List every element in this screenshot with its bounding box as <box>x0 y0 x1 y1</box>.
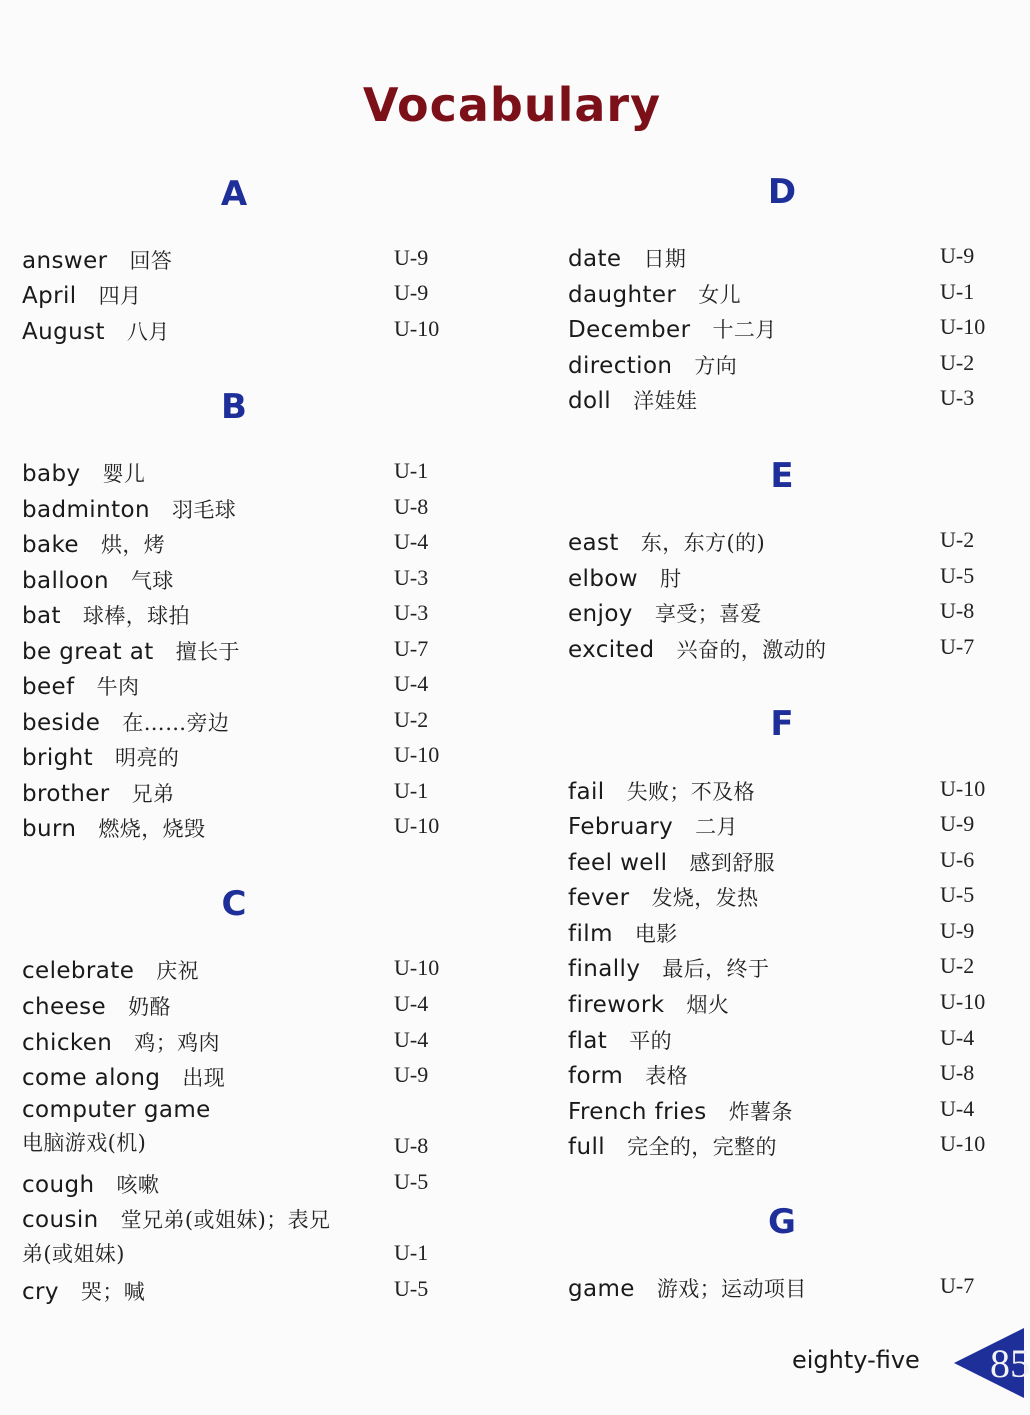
entry-unit: U-3 <box>940 385 975 410</box>
entry-word: film <box>568 921 613 947</box>
vocab-entry <box>22 813 462 845</box>
entry-unit: U-9 <box>940 918 975 943</box>
vocab-entry <box>22 1062 462 1094</box>
entry-meaning: 烟火 <box>686 993 730 1017</box>
entry-unit: U-10 <box>940 989 986 1014</box>
entry-unit: U-8 <box>394 1133 429 1158</box>
entry-meaning: 电影 <box>634 922 678 946</box>
entry-meaning: 烘，烤 <box>100 533 166 557</box>
entry-meaning: 肘 <box>660 567 682 591</box>
entry-unit: U-4 <box>940 1025 975 1050</box>
entry-word: east <box>568 530 619 556</box>
entry-meaning: 游戏；运动项目 <box>656 1277 807 1301</box>
entry-unit: U-7 <box>394 636 429 661</box>
entry-meaning: 奶酪 <box>128 995 171 1019</box>
vocab-entry <box>22 671 462 703</box>
vocab-entry <box>568 918 1008 950</box>
entry-word: fever <box>568 885 630 911</box>
vocab-entry <box>22 636 462 668</box>
entry-meaning: 咳嗽 <box>116 1173 160 1197</box>
entry-unit: U-5 <box>394 1276 429 1301</box>
entry-unit: U-2 <box>940 527 975 552</box>
entry-word: cousin <box>22 1207 99 1233</box>
vocab-entry <box>568 634 1008 666</box>
vocab-entry <box>22 494 462 526</box>
section-letter-f: F <box>770 704 794 744</box>
entry-word: full <box>568 1134 606 1160</box>
entry-meaning: 庆祝 <box>156 959 200 983</box>
entry-unit: U-2 <box>940 953 975 978</box>
vocab-entry <box>22 778 462 810</box>
vocab-entry <box>568 527 1008 559</box>
entry-unit: U-1 <box>394 1240 429 1265</box>
vocab-entry <box>22 245 462 277</box>
entry-unit: U-4 <box>394 991 429 1016</box>
page-number: 85 <box>990 1341 1030 1386</box>
entry-word: bright <box>22 745 94 771</box>
vocab-entry <box>568 1273 1008 1305</box>
vocab-entry <box>22 280 462 312</box>
vocab-entry <box>22 1204 462 1274</box>
entry-word: cry <box>22 1279 59 1305</box>
entry-meaning: 在……旁边 <box>122 711 230 735</box>
entry-word: enjoy <box>568 601 633 627</box>
entry-unit: U-10 <box>940 314 986 339</box>
entry-unit: U-10 <box>394 955 440 980</box>
entry-meaning: 失败；不及格 <box>626 780 755 804</box>
entry-word: be great at <box>22 639 154 665</box>
entry-unit: U-6 <box>940 847 975 872</box>
entry-word: beside <box>22 710 101 736</box>
entry-meaning: 八月 <box>126 320 170 344</box>
entry-unit: U-4 <box>940 1096 975 1121</box>
entry-word: answer <box>22 248 108 274</box>
entry-meaning: 女儿 <box>698 283 742 307</box>
vocab-entry <box>22 529 462 561</box>
entry-meaning: 东，东方(的) <box>640 531 766 555</box>
entry-word: elbow <box>568 566 639 592</box>
entry-unit: U-1 <box>394 778 429 803</box>
entry-meaning: 十二月 <box>712 318 777 342</box>
entry-word: brother <box>22 781 110 807</box>
entry-unit: U-5 <box>394 1169 429 1194</box>
entry-word: direction <box>568 353 673 379</box>
section-letter-c: C <box>221 884 247 924</box>
entry-word: badminton <box>22 497 150 523</box>
entry-unit: U-8 <box>940 598 975 623</box>
entry-word: cheese <box>22 994 107 1020</box>
page-number-word: eighty-five <box>792 1346 920 1374</box>
entry-unit: U-9 <box>394 245 429 270</box>
entry-meaning: 四月 <box>98 284 142 308</box>
vocab-entry <box>568 776 1008 808</box>
vocab-entry <box>22 955 462 987</box>
entry-word: February <box>568 814 674 840</box>
entry-word: date <box>568 246 622 272</box>
entry-word: April <box>22 283 77 309</box>
entry-word: December <box>568 317 691 343</box>
entry-word: excited <box>568 637 655 663</box>
vocab-column-right <box>568 0 1008 1300</box>
vocab-entry <box>22 316 462 348</box>
vocab-entry <box>568 811 1008 843</box>
entry-unit: U-4 <box>394 529 429 554</box>
entry-unit: U-10 <box>394 813 440 838</box>
section-letter-e: E <box>770 456 794 496</box>
entry-meaning: 发烧，发热 <box>651 886 759 910</box>
vocab-entry <box>568 563 1008 595</box>
entry-meaning: 完全的，完整的 <box>627 1135 777 1159</box>
vocab-entry <box>568 989 1008 1021</box>
section-letter-b: B <box>221 387 247 427</box>
vocab-entry <box>568 847 1008 879</box>
entry-meaning: 牛肉 <box>96 675 140 699</box>
vocab-entry <box>22 1097 462 1167</box>
entry-word: flat <box>568 1028 608 1054</box>
entry-word: baby <box>22 461 81 487</box>
entry-meaning: 二月 <box>695 815 738 839</box>
section-letter-g: G <box>768 1202 796 1242</box>
entry-word: celebrate <box>22 958 135 984</box>
entry-unit: U-10 <box>940 776 986 801</box>
entry-meaning: 回答 <box>129 249 173 273</box>
entry-unit: U-1 <box>940 279 975 304</box>
vocab-entry <box>568 350 1008 382</box>
vocab-entry <box>568 882 1008 914</box>
entry-meaning: 堂兄弟(或姐妹)；表兄 <box>120 1208 331 1232</box>
entry-word: finally <box>568 956 641 982</box>
entry-word: bat <box>22 603 61 629</box>
entry-meaning: 球棒，球拍 <box>82 604 190 628</box>
vocab-entry <box>22 600 462 632</box>
entry-unit: U-4 <box>394 671 429 696</box>
entry-word: form <box>568 1063 624 1089</box>
entry-meaning: 方向 <box>694 354 738 378</box>
entry-meaning: 燃烧，烧毁 <box>98 817 206 841</box>
entry-unit: U-3 <box>394 565 429 590</box>
entry-unit: U-10 <box>940 1131 986 1156</box>
entry-word: fail <box>568 779 605 805</box>
entry-word: come along <box>22 1065 161 1091</box>
entry-unit: U-5 <box>940 563 975 588</box>
vocab-entry <box>22 1027 462 1059</box>
vocab-entry <box>22 1276 462 1308</box>
entry-word: computer game <box>22 1097 211 1123</box>
entry-unit: U-7 <box>940 1273 975 1298</box>
entry-meaning: 兴奋的，激动的 <box>676 638 827 662</box>
entry-meaning: 享受；喜爱 <box>654 602 762 626</box>
entry-word: August <box>22 319 105 345</box>
entry-unit: U-9 <box>394 1062 429 1087</box>
entry-meaning: 感到舒服 <box>689 851 776 875</box>
entry-meaning: 婴儿 <box>102 462 146 486</box>
entry-meaning: 电脑游戏(机) <box>22 1131 147 1155</box>
vocab-entry <box>568 1060 1008 1092</box>
entry-word: bake <box>22 532 79 558</box>
entry-unit: U-3 <box>394 600 429 625</box>
entry-meaning: 兄弟 <box>131 782 175 806</box>
entry-unit: U-9 <box>940 811 975 836</box>
entry-meaning: 羽毛球 <box>171 498 237 522</box>
entry-meaning: 哭；喊 <box>80 1280 146 1304</box>
entry-meaning: 擅长于 <box>175 640 240 664</box>
vocab-entry <box>568 953 1008 985</box>
entry-word: daughter <box>568 282 677 308</box>
entry-unit: U-10 <box>394 316 440 341</box>
entry-word: chicken <box>22 1030 113 1056</box>
vocab-entry <box>22 1169 462 1201</box>
vocab-entry <box>22 458 462 490</box>
entry-word: game <box>568 1276 635 1302</box>
vocab-entry <box>22 565 462 597</box>
entry-meaning: 平的 <box>629 1029 673 1053</box>
entry-word: firework <box>568 992 665 1018</box>
entry-word: balloon <box>22 568 109 594</box>
vocab-entry <box>568 598 1008 630</box>
page-title: Vocabulary <box>362 78 662 132</box>
vocab-entry <box>568 385 1008 417</box>
entry-unit: U-9 <box>940 243 975 268</box>
entry-unit: U-8 <box>394 494 429 519</box>
entry-meaning: 炸薯条 <box>728 1100 793 1124</box>
entry-word: cough <box>22 1172 95 1198</box>
vocab-entry <box>568 1096 1008 1128</box>
vocab-entry <box>22 991 462 1023</box>
entry-meaning: 明亮的 <box>115 746 180 770</box>
entry-unit: U-1 <box>394 458 429 483</box>
entry-word: French fries <box>568 1099 707 1125</box>
entry-unit: U-9 <box>394 280 429 305</box>
entry-meaning: 洋娃娃 <box>633 389 698 413</box>
entry-word: doll <box>568 388 612 414</box>
vocab-entry <box>568 279 1008 311</box>
vocab-column-left <box>22 0 462 1305</box>
entry-unit: U-5 <box>940 882 975 907</box>
vocab-entry <box>568 314 1008 346</box>
vocab-entry <box>568 243 1008 275</box>
entry-unit: U-7 <box>940 634 975 659</box>
entry-unit: U-8 <box>940 1060 975 1085</box>
entry-unit: U-4 <box>394 1027 429 1052</box>
entry-unit: U-10 <box>394 742 440 767</box>
entry-meaning: 鸡；鸡肉 <box>134 1031 220 1055</box>
entry-meaning: 出现 <box>182 1066 226 1090</box>
entry-word: feel well <box>568 850 668 876</box>
entry-unit: U-2 <box>394 707 429 732</box>
entry-word: beef <box>22 674 75 700</box>
vocab-entry <box>22 707 462 739</box>
vocab-entry <box>22 742 462 774</box>
vocab-entry <box>568 1131 1008 1163</box>
entry-meaning: 日期 <box>643 247 687 271</box>
entry-unit: U-2 <box>940 350 975 375</box>
entry-word: burn <box>22 816 77 842</box>
entry-meaning-continued: 弟(或姐妹) <box>22 1242 125 1266</box>
entry-meaning: 最后，终于 <box>662 957 770 981</box>
entry-meaning: 表格 <box>645 1064 689 1088</box>
section-letter-d: D <box>767 172 797 212</box>
section-letter-a: A <box>220 174 248 214</box>
entry-meaning: 气球 <box>131 569 174 593</box>
vocab-entry <box>568 1025 1008 1057</box>
